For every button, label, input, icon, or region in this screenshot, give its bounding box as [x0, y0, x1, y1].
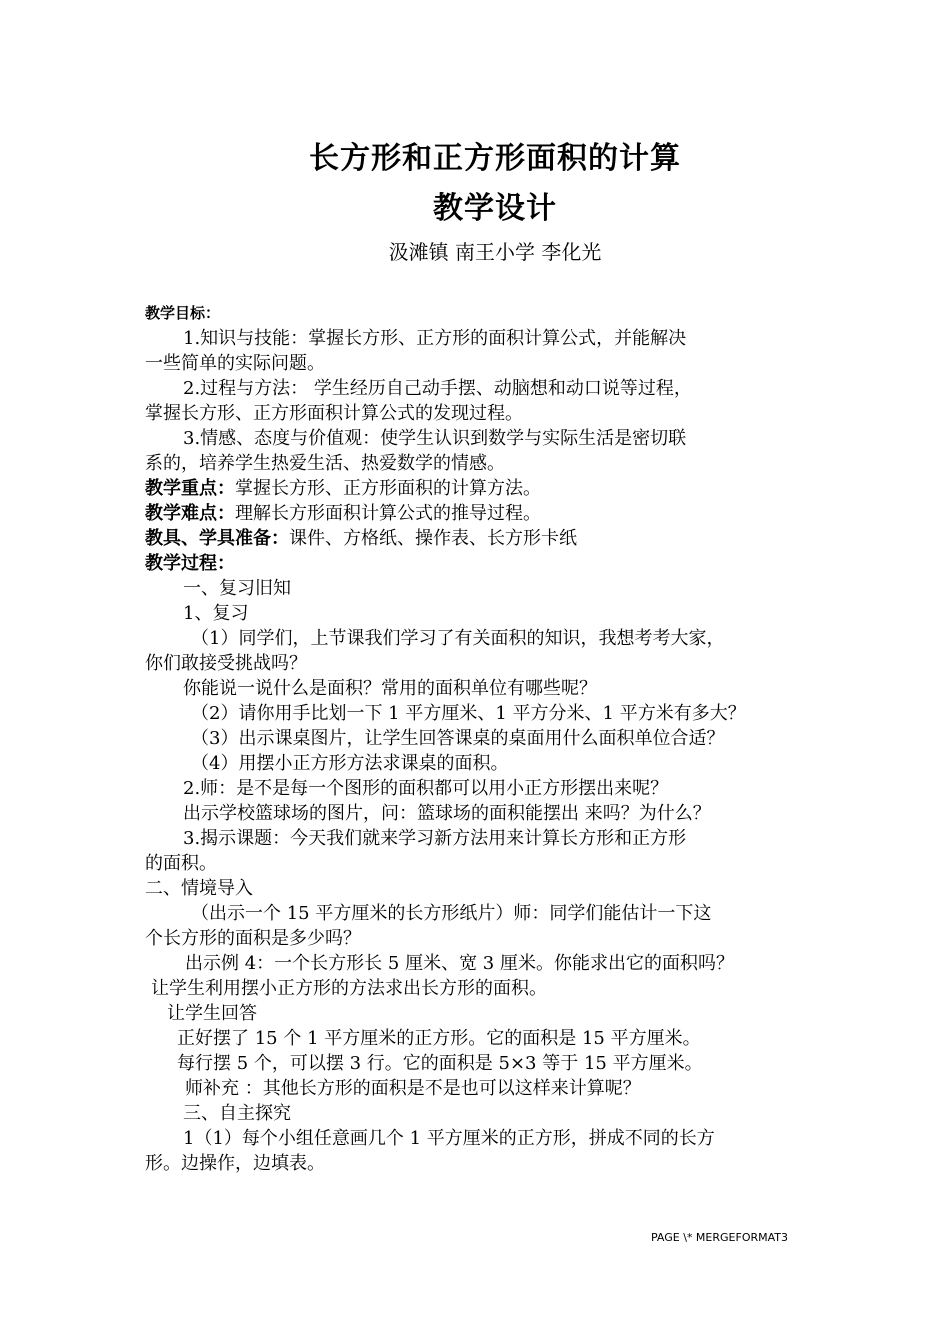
section-1-heading: 一、复习旧知 [183, 578, 291, 599]
teaching-tools-label: 教具、学具准备： [145, 528, 289, 549]
paragraph: （2）请你用手比划一下 1 平方厘米、1 平方分米、1 平方米有多大？ [191, 703, 746, 724]
goal-2-line-1: 2.过程与方法： 学生经历自己动手摆、动脑想和动口说等过程， [183, 378, 692, 399]
paragraph: 1（1）每个小组任意画几个 1 平方厘米的正方形，拼成不同的长方 [183, 1128, 715, 1149]
paragraph: （3）出示课桌图片，让学生回答课桌的桌面用什么面积单位合适？ [191, 728, 725, 749]
section-1-subheading: 1、复习 [183, 603, 249, 624]
paragraph: 出示学校篮球场的图片，问：篮球场的面积能摆出 来吗？为什么？ [183, 803, 711, 824]
teaching-tools-text: 课件、方格纸、操作表、长方形卡纸 [289, 528, 577, 549]
paragraph: 师补充 ：其他长方形的面积是不是也可以这样来计算呢？ [185, 1078, 641, 1099]
paragraph: 形。边操作，边填表。 [145, 1153, 325, 1174]
section-2-heading: 二、情境导入 [145, 878, 253, 899]
paragraph: （出示一个 15 平方厘米的长方形纸片）师：同学们能估计一下这 [191, 903, 712, 924]
paragraph: 出示例 4：一个长方形长 5 厘米、宽 3 厘米。你能求出它的面积吗？ [185, 953, 734, 974]
key-points [145, 476, 825, 501]
paragraph: 你能说一说什么是面积？常用的面积单位有哪些呢？ [183, 678, 597, 699]
paragraph: 让学生利用摆小正方形的方法求出长方形的面积。 [151, 978, 547, 999]
paragraph: 正好摆了 15 个 1 平方厘米的正方形。它的面积是 15 平方厘米。 [177, 1028, 701, 1049]
paragraph: 2.师：是不是每一个图形的面积都可以用小正方形摆出来呢？ [183, 778, 669, 799]
author-line: 汲滩镇 南王小学 李化光 [388, 240, 602, 264]
paragraph: 的面积。 [145, 853, 217, 874]
paragraph: 3.揭示课题：今天我们就来学习新方法用来计算长方形和正方形 [183, 828, 687, 849]
document-subtitle: 教学设计 [433, 191, 557, 226]
goal-1-line-2: 一些简单的实际问题。 [145, 353, 325, 374]
key-points-label: 教学重点： [145, 478, 235, 499]
paragraph: 让学生回答 [167, 1003, 257, 1024]
paragraph: （4）用摆小正方形方法求课桌的面积。 [191, 753, 509, 774]
goal-3-line-1: 3.情感、态度与价值观：使学生认识到数学与实际生活是密切联 [183, 428, 687, 449]
goal-2-line-2: 掌握长方形、正方形面积计算公式的发现过程。 [145, 403, 523, 424]
key-points-text: 掌握长方形、正方形面积的计算方法。 [235, 478, 541, 499]
document-title: 长方形和正方形面积的计算 [309, 141, 681, 176]
goals-heading: 教学目标： [145, 304, 221, 322]
goal-1-line-1: 1.知识与技能：掌握长方形、正方形的面积计算公式，并能解决 [183, 328, 687, 349]
difficult-points-label: 教学难点： [145, 503, 235, 524]
difficult-points [145, 501, 825, 526]
document-body [145, 301, 825, 1176]
goal-3-line-2: 系的，培养学生热爱生活、热爱数学的情感。 [145, 453, 505, 474]
paragraph: 每行摆 5 个，可以摆 3 行。它的面积是 5×3 等于 15 平方厘米。 [177, 1053, 703, 1074]
teaching-tools [145, 526, 825, 551]
page-number-field: PAGE \* MERGEFORMAT3 [651, 1231, 789, 1244]
paragraph: 个长方形的面积是多少吗？ [145, 928, 361, 949]
paragraph: 你们敢接受挑战吗？ [145, 653, 307, 674]
process-heading: 教学过程： [145, 553, 235, 574]
section-3-heading: 三、自主探究 [183, 1103, 291, 1124]
paragraph: （1）同学们，上节课我们学习了有关面积的知识，我想考考大家， [191, 628, 725, 649]
difficult-points-text: 理解长方形面积计算公式的推导过程。 [235, 503, 541, 524]
